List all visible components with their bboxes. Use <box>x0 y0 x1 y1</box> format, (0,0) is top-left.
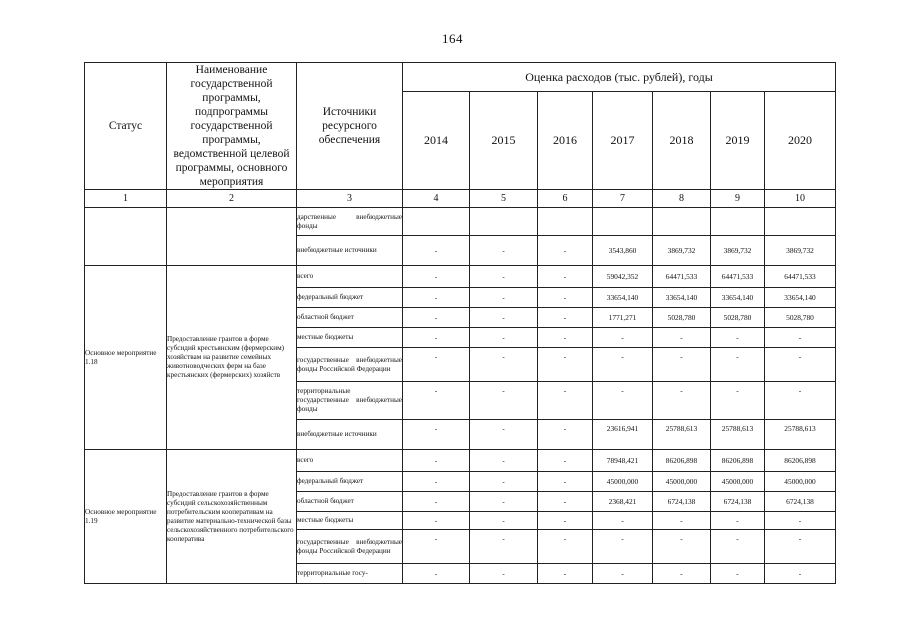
value-cell: 33654,140 <box>765 288 836 308</box>
value-cell: - <box>470 420 538 450</box>
value-cell: 6724,138 <box>653 492 711 512</box>
source-cell: местные бюджеты <box>297 328 403 348</box>
value-cell: 6724,138 <box>765 492 836 512</box>
value-cell: 23616,941 <box>593 420 653 450</box>
value-cell: 33654,140 <box>711 288 765 308</box>
source-cell: государственные внебюджетные фонды Российской Федерации <box>297 530 403 564</box>
value-cell: 59042,352 <box>593 266 653 288</box>
value-cell: - <box>470 564 538 584</box>
source-cell: областной бюджет <box>297 492 403 512</box>
source-cell: федеральный бюджет <box>297 472 403 492</box>
source-cell: территориальные госу- <box>297 564 403 584</box>
value-cell <box>538 208 593 236</box>
value-cell: 78948,421 <box>593 450 653 472</box>
value-cell: 45000,000 <box>593 472 653 492</box>
table-header <box>85 63 836 208</box>
value-cell: - <box>593 530 653 564</box>
source-cell: местные бюджеты <box>297 512 403 530</box>
column-number: 1 <box>85 190 167 208</box>
value-cell: 5028,780 <box>653 308 711 328</box>
value-cell: 1771,271 <box>593 308 653 328</box>
value-cell: - <box>711 512 765 530</box>
year-header: 2017 <box>593 92 653 190</box>
value-cell: - <box>653 512 711 530</box>
value-cell: - <box>765 348 836 382</box>
estimate-header: Оценка расходов (тыс. рублей), годы <box>403 63 836 92</box>
value-cell <box>653 208 711 236</box>
value-cell: 3869,732 <box>711 236 765 266</box>
column-number: 6 <box>538 190 593 208</box>
value-cell: - <box>653 328 711 348</box>
column-number: 8 <box>653 190 711 208</box>
page-number: 164 <box>442 31 463 46</box>
budget-table <box>84 62 836 584</box>
source-cell: внебюджетные источники <box>297 420 403 450</box>
value-cell: - <box>653 348 711 382</box>
value-cell: 33654,140 <box>653 288 711 308</box>
program-name-header: Наименование государственной программы, подпрограммы государственной программы, ведомственной целевой программы, основного мероприятия <box>167 63 297 190</box>
value-cell: - <box>403 382 470 420</box>
column-number: 4 <box>403 190 470 208</box>
value-cell: - <box>593 512 653 530</box>
source-cell: внебюджетные источники <box>297 236 403 266</box>
year-header: 2019 <box>711 92 765 190</box>
value-cell: - <box>470 308 538 328</box>
value-cell: - <box>593 348 653 382</box>
year-header: 2014 <box>403 92 470 190</box>
measure-name: Предоставление грантов в форме субсидий сельскохозяйственным потребительским кооперативам на развитие материально-технической базы сельскохозяйственного потребительского кооператива <box>167 450 297 584</box>
value-cell: 3869,732 <box>765 236 836 266</box>
value-cell: 6724,138 <box>711 492 765 512</box>
value-cell: 64471,533 <box>653 266 711 288</box>
value-cell: - <box>470 512 538 530</box>
year-header: 2018 <box>653 92 711 190</box>
value-cell: - <box>470 236 538 266</box>
value-cell: - <box>538 512 593 530</box>
value-cell <box>765 208 836 236</box>
value-cell: - <box>538 530 593 564</box>
value-cell: 86206,898 <box>765 450 836 472</box>
value-cell: - <box>470 492 538 512</box>
value-cell: 5028,780 <box>765 308 836 328</box>
value-cell: - <box>538 492 593 512</box>
value-cell: 2368,421 <box>593 492 653 512</box>
value-cell: - <box>470 472 538 492</box>
value-cell: - <box>593 328 653 348</box>
value-cell: - <box>711 348 765 382</box>
value-cell: 64471,533 <box>765 266 836 288</box>
value-cell: 45000,000 <box>711 472 765 492</box>
status-cell <box>85 208 167 266</box>
measure-name: Предоставление грантов в форме субсидий крестьянским (фермерским) хозяйствам на развитие семейных животноводческих ферм на базе крестьянских (фермерских) хозяйств <box>167 266 297 450</box>
value-cell: - <box>765 512 836 530</box>
source-cell: территориальные государственные внебюджетные фонды <box>297 382 403 420</box>
column-number: 3 <box>297 190 403 208</box>
value-cell: - <box>403 420 470 450</box>
value-cell: - <box>538 288 593 308</box>
value-cell: - <box>593 382 653 420</box>
source-cell: всего <box>297 450 403 472</box>
value-cell: - <box>403 530 470 564</box>
value-cell: - <box>765 382 836 420</box>
value-cell: - <box>403 308 470 328</box>
value-cell: - <box>538 382 593 420</box>
source-cell: всего <box>297 266 403 288</box>
value-cell: 3869,732 <box>653 236 711 266</box>
value-cell: 64471,533 <box>711 266 765 288</box>
name-cell <box>167 208 297 266</box>
value-cell: - <box>403 450 470 472</box>
value-cell: - <box>403 348 470 382</box>
value-cell: - <box>403 328 470 348</box>
value-cell: - <box>470 288 538 308</box>
value-cell: - <box>538 348 593 382</box>
value-cell: - <box>403 472 470 492</box>
source-cell: федеральный бюджет <box>297 288 403 308</box>
year-header: 2020 <box>765 92 836 190</box>
value-cell: - <box>538 266 593 288</box>
value-cell: - <box>593 564 653 584</box>
value-cell: - <box>470 328 538 348</box>
value-cell: - <box>403 288 470 308</box>
sources-header: Источники ресурсного обеспечения <box>297 63 403 190</box>
value-cell: - <box>538 308 593 328</box>
value-cell: - <box>470 530 538 564</box>
value-cell: - <box>711 564 765 584</box>
value-cell: - <box>403 266 470 288</box>
measure-status: Основное мероприятие 1.19 <box>85 450 167 584</box>
value-cell: 3543,860 <box>593 236 653 266</box>
column-number: 5 <box>470 190 538 208</box>
year-header: 2016 <box>538 92 593 190</box>
table-row <box>85 266 836 288</box>
table-row <box>85 450 836 472</box>
column-number: 7 <box>593 190 653 208</box>
value-cell: - <box>538 420 593 450</box>
value-cell: - <box>653 564 711 584</box>
value-cell: - <box>711 530 765 564</box>
value-cell: 33654,140 <box>593 288 653 308</box>
value-cell: - <box>538 328 593 348</box>
column-number: 9 <box>711 190 765 208</box>
value-cell: - <box>403 564 470 584</box>
value-cell: 25788,613 <box>711 420 765 450</box>
value-cell: - <box>653 382 711 420</box>
value-cell: - <box>538 450 593 472</box>
value-cell: - <box>470 266 538 288</box>
value-cell: - <box>403 492 470 512</box>
value-cell <box>403 208 470 236</box>
source-cell: областной бюджет <box>297 308 403 328</box>
value-cell: - <box>403 236 470 266</box>
status-header: Статус <box>85 63 167 190</box>
value-cell: - <box>711 382 765 420</box>
value-cell: - <box>470 348 538 382</box>
source-cell: государственные внебюджетные фонды Российской Федерации <box>297 348 403 382</box>
value-cell: 5028,780 <box>711 308 765 328</box>
value-cell: 86206,898 <box>653 450 711 472</box>
value-cell: - <box>470 450 538 472</box>
year-header: 2015 <box>470 92 538 190</box>
value-cell: 45000,000 <box>653 472 711 492</box>
value-cell: - <box>765 564 836 584</box>
value-cell: - <box>538 236 593 266</box>
column-number: 10 <box>765 190 836 208</box>
value-cell: - <box>765 530 836 564</box>
value-cell: - <box>765 328 836 348</box>
value-cell <box>470 208 538 236</box>
value-cell: - <box>653 530 711 564</box>
value-cell <box>711 208 765 236</box>
value-cell <box>593 208 653 236</box>
value-cell: 45000,000 <box>765 472 836 492</box>
value-cell: - <box>403 512 470 530</box>
column-number: 2 <box>167 190 297 208</box>
value-cell: - <box>538 564 593 584</box>
value-cell: - <box>538 472 593 492</box>
value-cell: 25788,613 <box>765 420 836 450</box>
column-number-row <box>85 190 836 208</box>
source-cell: дарственные внебюджетные фонды <box>297 208 403 236</box>
table-body <box>85 208 836 584</box>
value-cell: - <box>470 382 538 420</box>
value-cell: - <box>711 328 765 348</box>
measure-status: Основное мероприятие 1.18 <box>85 266 167 450</box>
table-row <box>85 208 836 236</box>
value-cell: 25788,613 <box>653 420 711 450</box>
value-cell: 86206,898 <box>711 450 765 472</box>
